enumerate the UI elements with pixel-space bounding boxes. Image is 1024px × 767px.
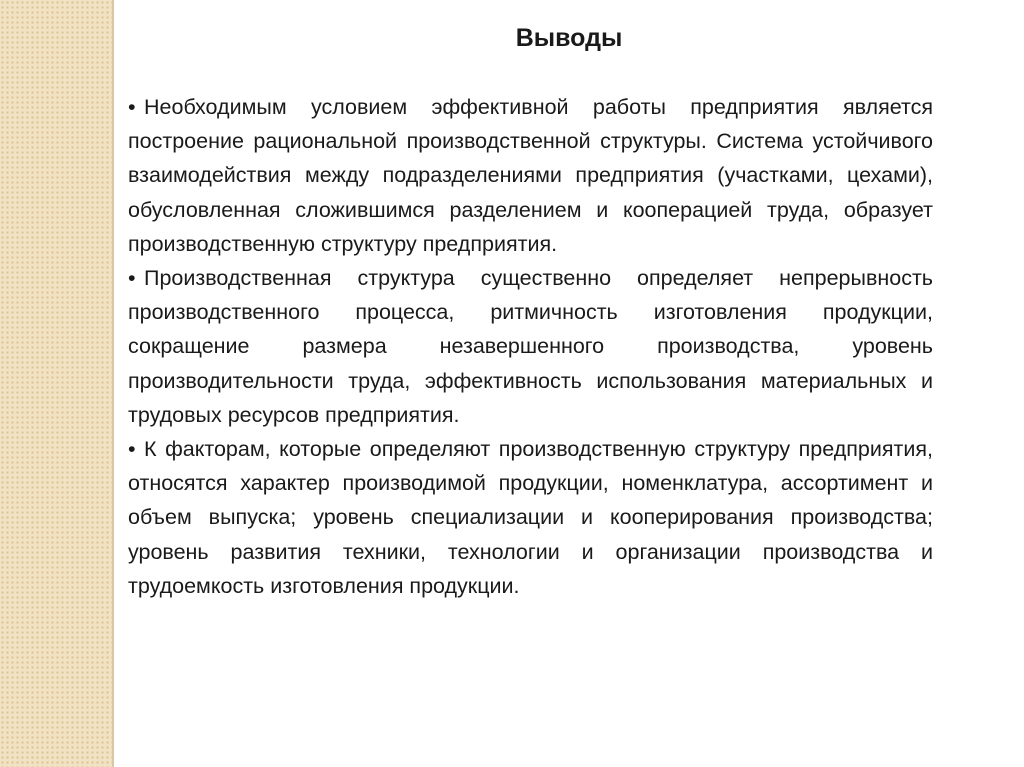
bullet-text: Необходимым условием эффективной работы предприятия является построение рациональной производственной структуры. Система устойчивого взаимодействия между подразделениями предприятия (участками, цехами), обусловленная сложившимся разделением и кооперацией труда, образует производственную структуру предприятия. — [128, 95, 933, 256]
slide-body — [128, 90, 933, 603]
side-band-divider — [112, 0, 114, 767]
slide-title: Выводы — [515, 24, 623, 52]
bullet-paragraph-2 — [128, 261, 933, 432]
bullet-text: Производственная структура существенно определяет непрерывность производственного процесса, ритмичность изготовления продукции, сокращение размера незавершенного производства, уровень производительности труда, эффективность использования материальных и трудовых ресурсов предприятия. — [128, 266, 933, 427]
bullet-icon: • — [128, 437, 136, 462]
bullet-paragraph-3 — [128, 432, 933, 603]
bullet-icon: • — [128, 266, 136, 291]
bullet-icon: • — [128, 95, 136, 119]
bullet-text: К факторам, которые определяют производственную структуру предприятия, относятся характер производимой продукции, номенклатура, ассортимент и объем выпуска; уровень специализации и кооперирования производства; уровень развития техники, технологии и организации производства и трудоемкость изготовления продукции. — [128, 437, 933, 598]
bullet-paragraph-1 — [128, 90, 933, 261]
decorative-side-band — [0, 0, 112, 767]
